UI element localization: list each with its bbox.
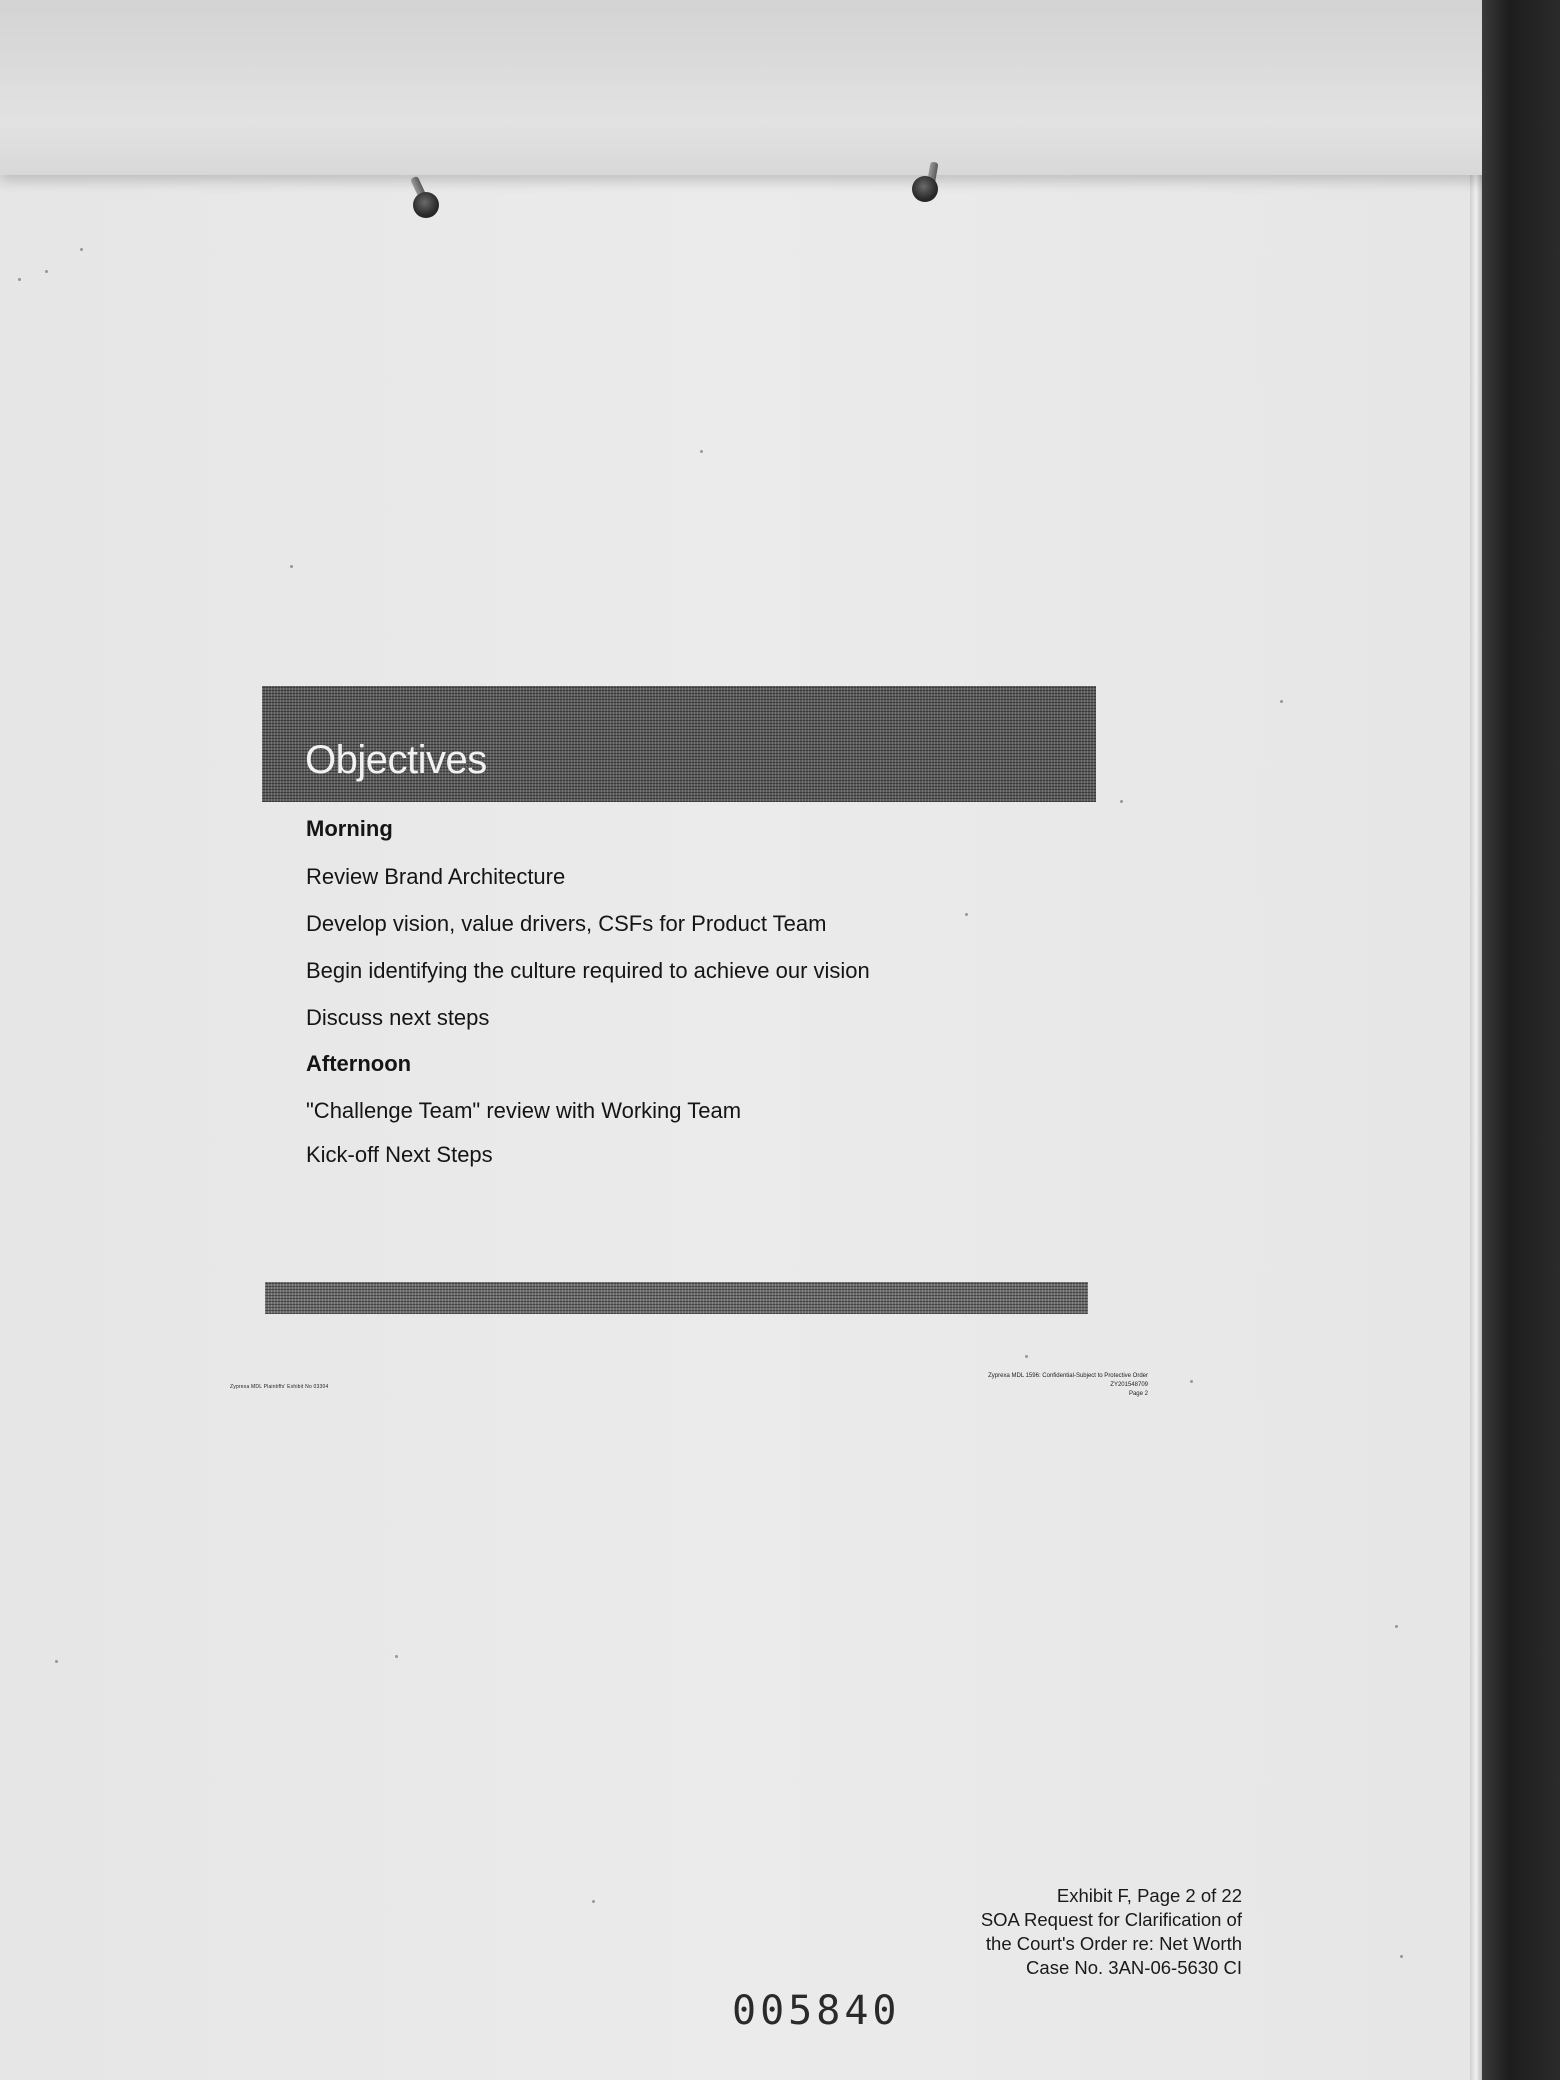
speck <box>1280 700 1283 703</box>
agenda-item: Kick-off Next Steps <box>306 1142 493 1167</box>
document-id: ZY201548709 <box>1110 1382 1148 1388</box>
speck <box>80 248 83 251</box>
agenda-heading-morning: Morning <box>306 816 393 841</box>
bates-number: 005840 <box>732 1988 901 2034</box>
agenda-item: Review Brand Architecture <box>306 864 566 889</box>
agenda-heading-afternoon: Afternoon <box>306 1051 412 1076</box>
binder-ring-right <box>912 176 938 202</box>
page-label: Page 2 <box>1128 1391 1148 1397</box>
plaintiff-exhibit-label: Zyprexa MDL Plaintiffs' Exhibit No 03304 <box>230 1384 329 1390</box>
speck <box>18 278 21 281</box>
speck <box>592 1900 595 1903</box>
speck <box>290 565 293 568</box>
speck <box>700 450 703 453</box>
agenda-item: Begin identifying the culture required to achieve our vision <box>306 958 870 983</box>
speck <box>395 1655 398 1658</box>
speck <box>1190 1380 1193 1383</box>
confidentiality-line: Zyprexa MDL 1596: Confidential-Subject to Protective Order <box>988 1373 1148 1379</box>
speck <box>45 270 48 273</box>
slide-footer-bar <box>265 1282 1088 1314</box>
page-stack-edge <box>1470 145 1482 2080</box>
speck <box>965 913 968 916</box>
speck <box>1400 1955 1403 1958</box>
exhibit-line: Case No. 3AN-06-5630 CI <box>1026 1957 1242 1978</box>
binder-spine <box>1482 0 1560 2080</box>
speck <box>1025 1355 1028 1358</box>
exhibit-line: Exhibit F, Page 2 of 22 <box>1056 1885 1242 1906</box>
binder-ring-left <box>413 192 439 218</box>
agenda-item: "Challenge Team" review with Working Team <box>306 1098 742 1123</box>
speck <box>55 1660 58 1663</box>
exhibit-line: SOA Request for Clarification of <box>980 1909 1242 1930</box>
agenda-item: Discuss next steps <box>306 1005 490 1030</box>
agenda-item: Develop vision, value drivers, CSFs for Product Team <box>306 911 827 936</box>
slide-title: Objectives <box>305 738 487 782</box>
speck <box>1120 800 1123 803</box>
confidentiality-label <box>988 1372 1148 1399</box>
exhibit-stamp <box>981 1884 1242 1980</box>
folded-page-above <box>0 0 1495 175</box>
speck <box>1395 1625 1398 1628</box>
exhibit-line: the Court's Order re: Net Worth <box>985 1933 1242 1954</box>
